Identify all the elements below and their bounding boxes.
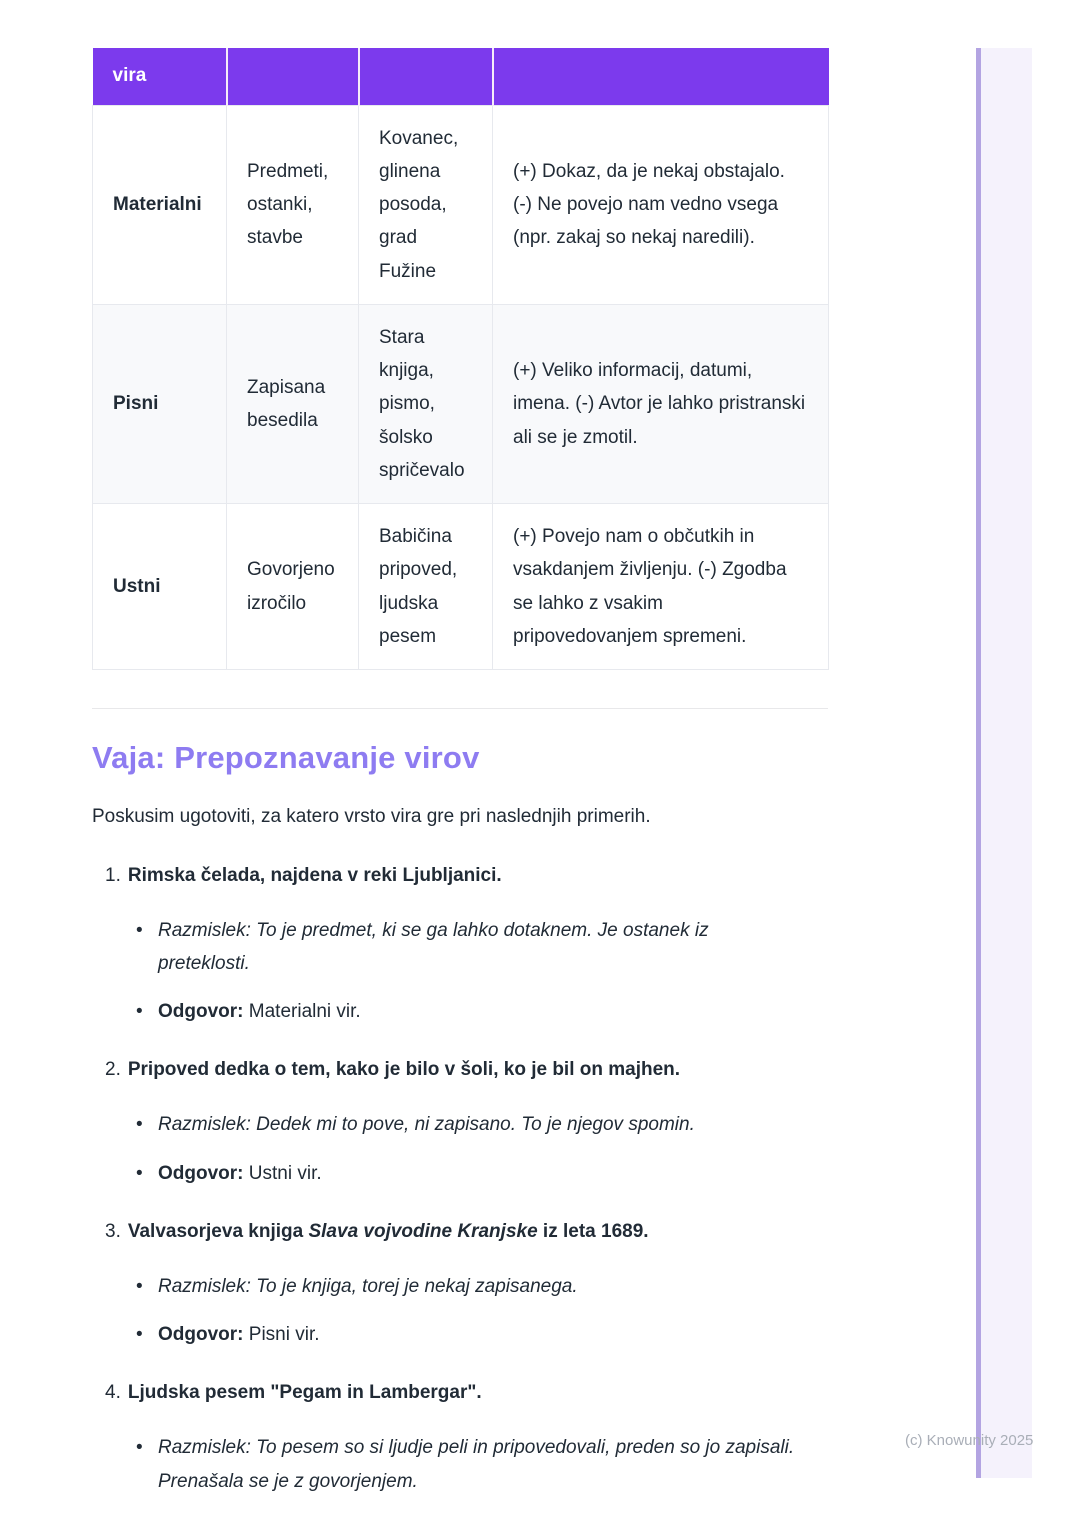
exercise-item-1: [92, 865, 828, 1029]
exercise-list: [92, 865, 828, 1498]
table-header-cell-vira: vira: [93, 48, 227, 105]
razmislek-text: Razmislek: To je knjiga, torej je nekaj zapisanega.: [158, 1275, 578, 1297]
page-edge-strip: [981, 48, 1032, 1478]
cell-examples: Stara knjiga, pismo, šolsko spričevalo: [359, 304, 493, 503]
odgovor-bullet: [105, 1157, 828, 1190]
bullet-icon: [136, 1108, 158, 1141]
bullet-icon: [136, 1318, 158, 1351]
section-divider: [92, 708, 828, 709]
exercise-number: 3.: [105, 1220, 121, 1242]
exercise-title: 4. Ljudska pesem "Pegam in Lambergar".: [105, 1382, 482, 1404]
exercise-title: 2. Pripoved dedka o tem, kako je bilo v šoli, ko je bil on majhen.: [105, 1059, 681, 1081]
bullet-icon: [136, 1157, 158, 1190]
razmislek-bullet: [105, 1108, 828, 1141]
razmislek-text: Razmislek: To pesem so si ljudje peli in pripovedovali, preden so jo zapisali. Prenašala se je z govorjenjem.: [158, 1437, 795, 1492]
odgovor-text: Odgovor: Pisni vir.: [158, 1324, 320, 1345]
table-header-row: [93, 48, 829, 105]
table-row-pisni: [93, 304, 829, 503]
cell-examples: Babičina pripoved, ljudska pesem: [359, 504, 493, 670]
razmislek-bullet: [105, 1431, 828, 1498]
cell-description: Predmeti, ostanki, stavbe: [227, 105, 359, 304]
table-row-materialni: [93, 105, 829, 304]
cell-description: Govorjeno izročilo: [227, 504, 359, 670]
bullet-icon: [136, 914, 158, 981]
cell-pros-cons: (+) Veliko informacij, datumi, imena. (-) Avtor je lahko pristranski ali se je zmotil.: [493, 304, 829, 503]
cell-type: Ustni: [93, 504, 227, 670]
table-row-ustni: [93, 504, 829, 670]
exercise-number: 4.: [105, 1382, 121, 1404]
exercise-item-2: [92, 1059, 828, 1190]
bullet-icon: [136, 1270, 158, 1303]
copyright-watermark: (c) Knowunity 2025: [905, 1432, 1034, 1449]
razmislek-text: Razmislek: To je predmet, ki se ga lahko dotaknem. Je ostanek iz preteklosti.: [158, 919, 709, 974]
razmislek-bullet: [105, 914, 828, 981]
cell-description: Zapisana besedila: [227, 304, 359, 503]
bullet-icon: [136, 995, 158, 1028]
exercise-number: 2.: [105, 1059, 121, 1081]
exercise-title: 1. Rimska čelada, najdena v reki Ljubljanici.: [105, 864, 502, 886]
table-header-cell-2: [227, 48, 359, 105]
sources-table: [92, 48, 829, 670]
document-page: [92, 48, 828, 1498]
exercise-number: 1.: [105, 864, 121, 886]
cell-pros-cons: (+) Dokaz, da je nekaj obstajalo. (-) Ne povejo nam vedno vsega (npr. zakaj so nekaj naredili).: [493, 105, 829, 304]
cell-examples: Kovanec, glinena posoda, grad Fužine: [359, 105, 493, 304]
table-header-cell-4: [493, 48, 829, 105]
intro-paragraph: Poskusim ugotoviti, za katero vrsto vira gre pri naslednjih primerih.: [92, 806, 651, 827]
odgovor-text: Odgovor: Materialni vir.: [158, 1001, 361, 1022]
section-heading: Vaja: Prepoznavanje virov: [92, 740, 480, 775]
odgovor-bullet: [105, 1318, 828, 1351]
odgovor-bullet: [105, 995, 828, 1028]
razmislek-bullet: [105, 1270, 828, 1303]
exercise-item-4: [92, 1382, 828, 1498]
cell-type: Pisni: [93, 304, 227, 503]
cell-type: Materialni: [93, 105, 227, 304]
cell-pros-cons: (+) Povejo nam o občutkih in vsakdanjem življenju. (-) Zgodba se lahko z vsakim pripovedovanjem spremeni.: [493, 504, 829, 670]
exercise-title: 3. Valvasorjeva knjiga Slava vojvodine Kranjske iz leta 1689.: [105, 1220, 649, 1242]
bullet-icon: [136, 1431, 158, 1498]
exercise-item-3: [92, 1221, 828, 1352]
table-header-cell-3: [359, 48, 493, 105]
odgovor-text: Odgovor: Ustni vir.: [158, 1162, 322, 1184]
razmislek-text: Razmislek: Dedek mi to pove, ni zapisano. To je njegov spomin.: [158, 1114, 695, 1136]
